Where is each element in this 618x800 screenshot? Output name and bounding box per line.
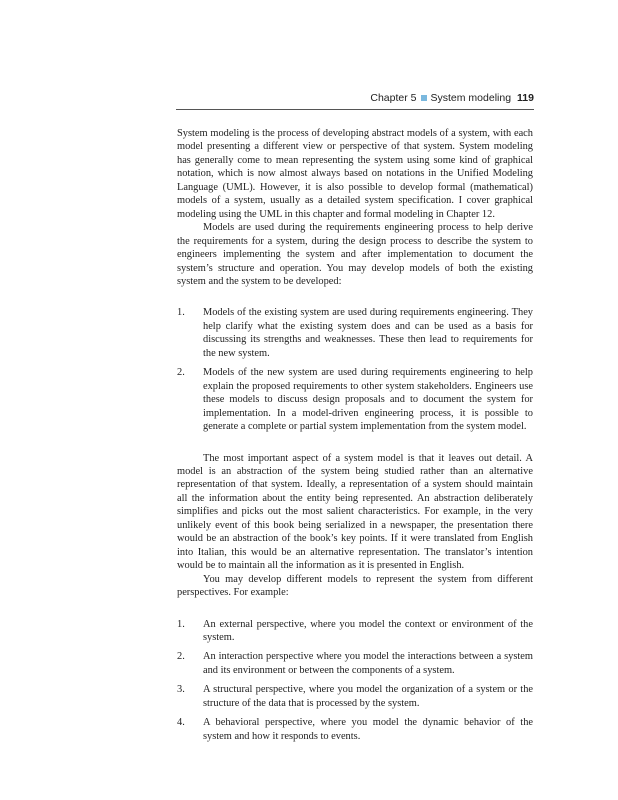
list-item-number: 3. <box>177 684 185 696</box>
list-item-text: Models of the existing system are used during requirements engineering. They help clarify what the existing system does and can be used as a basis for discussing its strengths and weaknesses. These then lead to requirements for the new system. <box>203 307 533 359</box>
list-item-text: Models of the new system are used during requirements engineering to help explain the proposed requirements to other system stakeholders. Engineers use these models to discuss design proposals and to document the system for implementation. In a model-driven engineering process, it is possible to generate a complete or partial system implementation from the system model. <box>203 367 533 433</box>
numbered-list-perspectives <box>177 618 533 744</box>
paragraph: Models are used during the requirements engineering process to help derive the requirements for a system, during the design process to describe the system to engineers implementing the system and after implementation to document the system’s structure and operation. You may develop models of both the existing system and the system to be developed: <box>177 222 533 287</box>
list-item <box>177 683 533 710</box>
list-item <box>177 716 533 743</box>
page-number: 119 <box>517 92 534 104</box>
section-title: System modeling <box>430 92 512 104</box>
paragraph: System modeling is the process of developing abstract models of a system, with each model presenting a different view or perspective of that system. System modeling has generally come to mean representing the system using some kind of graphical notation, which is now almost always based on notations in the Unified Modeling Language (UML). However, it is also possible to develop formal (mathematical) models of a system, usually as a detailed system specification. I cover graphical modeling using the UML in this chapter and formal modeling in Chapter 12. <box>177 128 533 220</box>
list-item-number: 2. <box>177 367 185 379</box>
list-item-text: A structural perspective, where you model the organization of a system or the structure of the data that is processed by the system. <box>203 684 533 709</box>
paragraph: You may develop different models to represent the system from different perspectives. For example: <box>177 573 533 599</box>
list-item-number: 2. <box>177 651 185 663</box>
list-item-number: 4. <box>177 717 185 729</box>
list-item <box>177 366 533 433</box>
square-bullet-icon <box>421 95 427 101</box>
header-divider <box>176 109 534 110</box>
running-header <box>176 92 534 110</box>
list-item-number: 1. <box>177 618 185 630</box>
numbered-list-model-uses <box>177 306 533 433</box>
list-item-text: An interaction perspective where you model the interactions between a system and its environment or between the components of a system. <box>203 651 533 676</box>
paragraph: The most important aspect of a system model is that it leaves out detail. A model is an abstraction of the system being studied rather than an alternative representation of that system. Ideally, a representation of a system should maintain all the information about the entity being represented. An abstraction deliberately simplifies and picks out the most salient characteristics. For example, in the very unlikely event of this book being serialized in a newspaper, the presentation there would be an abstraction of the book’s key points. If it were translated from English into Italian, this would be an alternative representation. The translator’s intention would be to maintain all the information as it is presented in English. <box>177 452 533 572</box>
list-item <box>177 618 533 645</box>
list-item-text: An external perspective, where you model the context or environment of the system. <box>203 618 533 643</box>
list-item-text: A behavioral perspective, where you model the dynamic behavior of the system and how it responds to events. <box>203 717 533 742</box>
list-item-number: 1. <box>177 307 185 319</box>
list-item <box>177 650 533 677</box>
body-text <box>177 127 533 749</box>
chapter-label: Chapter 5 <box>370 92 417 104</box>
list-item <box>177 306 533 360</box>
